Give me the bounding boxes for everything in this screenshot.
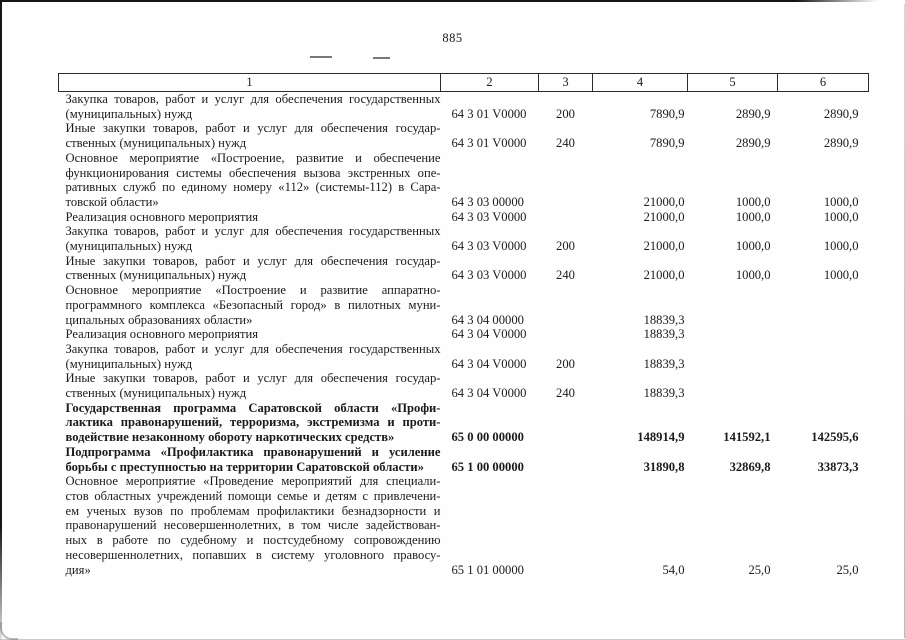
- row-description-line: (муниципальных) нужд: [65, 239, 193, 254]
- row-description: [59, 151, 441, 210]
- row-description-line: ственных (муниципальных) нужд: [65, 268, 247, 283]
- row-description: [59, 92, 441, 122]
- row-amount-col5: 2890,9: [735, 106, 771, 121]
- table-header-row: [59, 74, 869, 92]
- row-description-line: товской области»: [65, 194, 159, 209]
- row-description-line: (муниципальных) нужд: [65, 356, 193, 371]
- row-description-line: дия»: [65, 562, 91, 577]
- row-amount-col4: 18839,3: [643, 386, 685, 401]
- row-description: [59, 342, 441, 371]
- row-description-line: несовершеннолетних, попавших в систему уголовного правосу-: [65, 547, 441, 562]
- row-amount-col6: 142595,6: [811, 430, 859, 445]
- row-description-line: Закупка товаров, работ и услуг для обеспечения государственных: [65, 224, 441, 239]
- row-amount-col6: 2890,9: [823, 106, 859, 121]
- row-amount-col6: 25,0: [836, 562, 859, 577]
- row-amount-col6: [778, 371, 869, 400]
- scan-artifact-dash: [373, 57, 390, 59]
- row-expense-type: 240: [556, 136, 575, 151]
- row-description-line: функционирования системы обеспечения вызова экстренных опе-: [65, 165, 441, 180]
- row-expense-type: [539, 445, 593, 474]
- row-amount-col6: [778, 327, 869, 342]
- row-description-line: водействие незаконному обороту наркотических средств»: [65, 430, 395, 445]
- scan-artifact-dash: [310, 56, 332, 58]
- row-amount-col6: 1000,0: [823, 194, 859, 209]
- row-description: [59, 254, 441, 283]
- budget-table: [58, 73, 869, 577]
- table-row: [59, 342, 869, 371]
- table-row: [59, 401, 869, 445]
- column-header-4: 4: [593, 74, 688, 92]
- row-description-line: Основное мероприятие «Построение, развитие и обеспечение: [65, 150, 441, 165]
- row-description: [59, 445, 441, 474]
- row-target-code: 64 3 01 V0000: [451, 106, 527, 121]
- column-header-6: 6: [778, 74, 869, 92]
- row-description-line: ем ученых вузов по проблемам профилактики безнадзорности и: [65, 503, 441, 518]
- row-expense-type: [539, 474, 593, 577]
- row-description: [59, 371, 441, 400]
- row-description-line: ративных служб по единому номеру «112» (системы-112) в Сара-: [65, 180, 441, 195]
- row-amount-col6: [778, 283, 869, 327]
- row-target-code: 64 3 04 00000: [451, 312, 524, 327]
- row-description-line: правонарушений несовершеннолетних, в том числе задействован-: [65, 518, 441, 533]
- table-row: [59, 121, 869, 150]
- row-description: [59, 327, 441, 342]
- row-target-code: 64 3 04 V0000: [451, 327, 527, 342]
- row-description: [59, 224, 441, 253]
- row-description-line: ственных (муниципальных) нужд: [65, 136, 247, 151]
- row-amount-col5: [688, 327, 778, 342]
- row-description-line: стов областных учреждений помощи семье и детям с привлечени-: [65, 488, 441, 503]
- row-amount-col6: 1000,0: [823, 239, 859, 254]
- row-target-code: 64 3 04 V0000: [451, 386, 527, 401]
- table-row: [59, 210, 869, 225]
- row-amount-col4: 18839,3: [643, 327, 685, 342]
- column-header-5: 5: [688, 74, 778, 92]
- row-amount-col4: 21000,0: [643, 209, 685, 224]
- row-amount-col5: 1000,0: [735, 209, 771, 224]
- row-amount-col4: 7890,9: [649, 136, 685, 151]
- row-amount-col4: 31890,8: [643, 459, 685, 474]
- column-header-2: 2: [441, 74, 539, 92]
- row-target-code: 65 0 00 00000: [451, 430, 524, 445]
- row-description-line: борьбы с преступностью на территории Саратовской области»: [65, 459, 424, 474]
- row-expense-type: [539, 327, 593, 342]
- row-description-line: Иные закупки товаров, работ и услуг для обеспечения государ-: [65, 253, 441, 268]
- row-target-code: 65 1 01 00000: [451, 562, 524, 577]
- row-target-code: 64 3 03 00000: [451, 194, 524, 209]
- row-description-line: Реализация основного мероприятия: [65, 209, 259, 224]
- row-amount-col4: 18839,3: [643, 312, 685, 327]
- row-description: [59, 210, 441, 225]
- row-description: [59, 401, 441, 445]
- row-amount-col6: [778, 342, 869, 371]
- row-expense-type: [539, 151, 593, 210]
- column-header-1: 1: [59, 74, 441, 92]
- row-expense-type: 200: [556, 239, 575, 254]
- row-amount-col5: [688, 342, 778, 371]
- row-target-code: 65 1 00 00000: [451, 459, 524, 474]
- row-amount-col4: 21000,0: [643, 268, 685, 283]
- row-amount-col5: 2890,9: [735, 136, 771, 151]
- row-amount-col5: 1000,0: [735, 268, 771, 283]
- row-description-line: Основное мероприятие «Проведение мероприятий для специали-: [65, 474, 441, 489]
- row-expense-type: [539, 401, 593, 445]
- row-description-line: Закупка товаров, работ и услуг для обеспечения государственных: [65, 341, 441, 356]
- row-expense-type: 240: [556, 386, 575, 401]
- scan-corner-bottom-left: [0, 622, 18, 640]
- table-row: [59, 254, 869, 283]
- row-amount-col6: 1000,0: [823, 268, 859, 283]
- row-expense-type: 200: [556, 106, 575, 121]
- row-target-code: 64 3 03 V0000: [451, 209, 527, 224]
- row-target-code: 64 3 03 V0000: [451, 268, 527, 283]
- row-expense-type: [539, 210, 593, 225]
- row-target-code: 64 3 01 V0000: [451, 136, 527, 151]
- row-amount-col4: 148914,9: [637, 430, 685, 445]
- row-description-line: Реализация основного мероприятия: [65, 327, 259, 342]
- table-row: [59, 371, 869, 400]
- scan-edge-top: [0, 0, 905, 2]
- table-row: [59, 474, 869, 577]
- row-description-line: Иные закупки товаров, работ и услуг для обеспечения государ-: [65, 371, 441, 386]
- row-description: [59, 121, 441, 150]
- row-expense-type: 240: [556, 268, 575, 283]
- row-amount-col5: [688, 283, 778, 327]
- row-expense-type: 200: [556, 356, 575, 371]
- row-amount-col6: 1000,0: [823, 209, 859, 224]
- table-row: [59, 92, 869, 122]
- row-amount-col6: 2890,9: [823, 136, 859, 151]
- row-target-code: 64 3 03 V0000: [451, 239, 527, 254]
- table-row: [59, 283, 869, 327]
- table-row: [59, 224, 869, 253]
- table-row: [59, 151, 869, 210]
- row-expense-type: [539, 283, 593, 327]
- row-description-line: программного комплекса «Безопасный город» в пилотных муни-: [65, 297, 441, 312]
- row-description-line: ципальных образованиях области»: [65, 312, 253, 327]
- row-amount-col5: 141592,1: [723, 430, 771, 445]
- row-description: [59, 474, 441, 577]
- row-amount-col5: [688, 371, 778, 400]
- row-description-line: Основное мероприятие «Построение и развитие аппаратно-: [65, 283, 441, 298]
- row-amount-col4: 54,0: [662, 562, 685, 577]
- row-amount-col5: 25,0: [748, 562, 771, 577]
- row-description-line: (муниципальных) нужд: [65, 106, 193, 121]
- page-number: 885: [442, 31, 463, 45]
- row-description-line: Иные закупки товаров, работ и услуг для обеспечения государ-: [65, 121, 441, 136]
- row-description-line: Государственная программа Саратовской области «Профи-: [65, 400, 441, 415]
- budget-table-body: [59, 92, 869, 578]
- row-target-code: 64 3 04 V0000: [451, 356, 527, 371]
- column-header-3: 3: [539, 74, 593, 92]
- row-amount-col4: 18839,3: [643, 356, 685, 371]
- row-amount-col4: 21000,0: [643, 194, 685, 209]
- row-description-line: ственных (муниципальных) нужд: [65, 386, 247, 401]
- row-description: [59, 283, 441, 327]
- row-amount-col4: 21000,0: [643, 239, 685, 254]
- row-description-line: Подпрограмма «Профилактика правонарушений и усиление: [65, 444, 441, 459]
- row-amount-col5: 1000,0: [735, 239, 771, 254]
- table-row: [59, 445, 869, 474]
- row-amount-col6: 33873,3: [817, 459, 859, 474]
- table-row: [59, 327, 869, 342]
- row-amount-col5: 32869,8: [729, 459, 771, 474]
- scan-edge-left: [0, 0, 2, 640]
- row-description-line: ных в работе по судебному и постсудебному сопровождению: [65, 533, 441, 548]
- row-amount-col4: 7890,9: [649, 106, 685, 121]
- row-description-line: Закупка товаров, работ и услуг для обеспечения государственных: [65, 92, 441, 106]
- row-amount-col5: 1000,0: [735, 194, 771, 209]
- row-description-line: лактика правонарушений, терроризма, экстремизма и проти-: [65, 415, 441, 430]
